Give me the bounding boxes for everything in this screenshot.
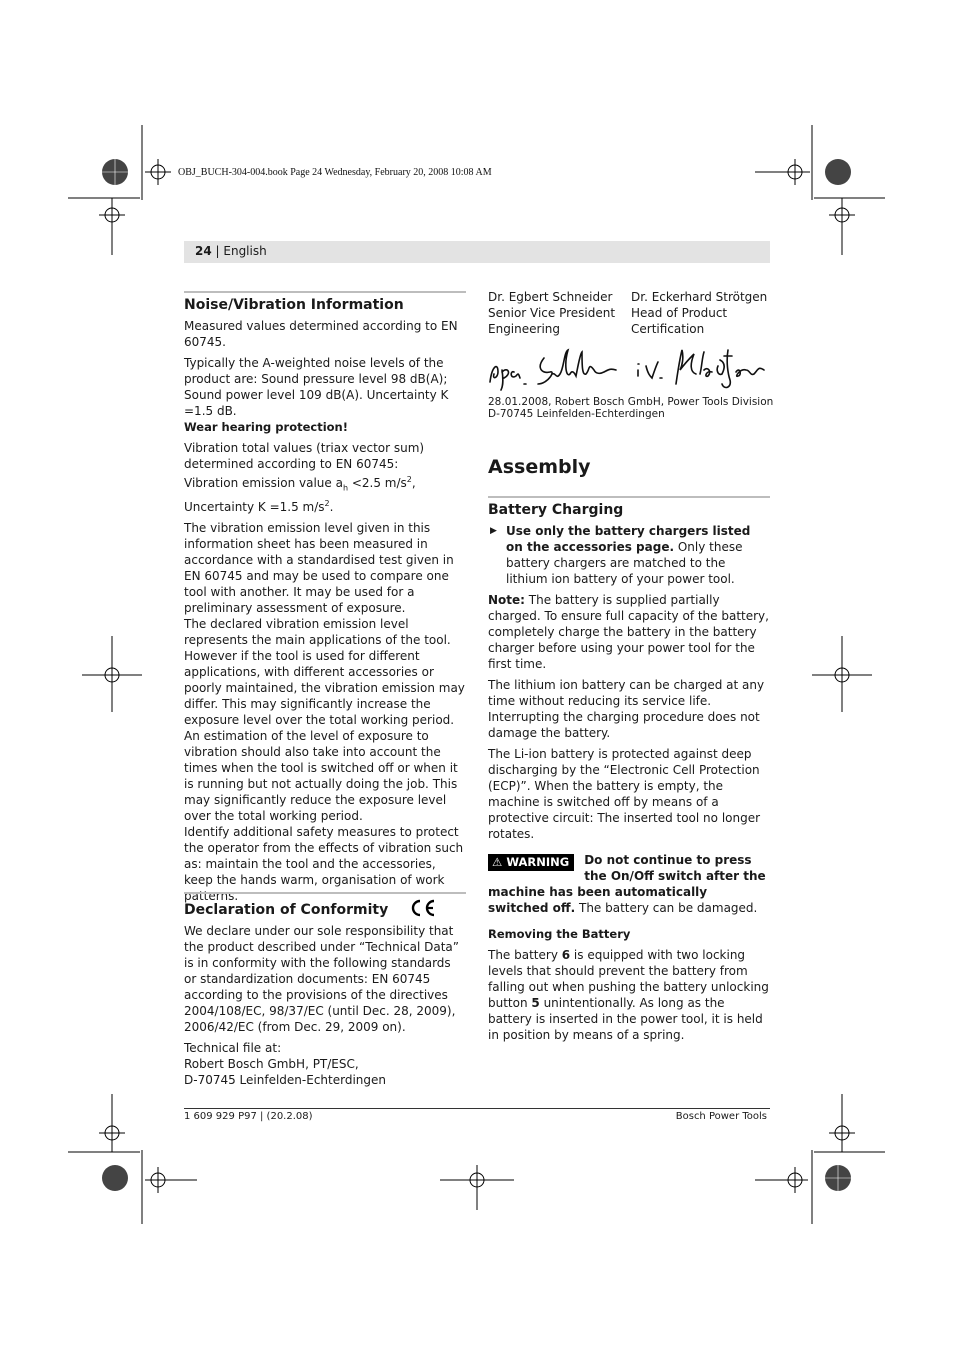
noise-paragraph-6: The declared vibration emission level represents the main applications of the tool. However if the tool is used for different applications, with different accessories or poorly maintained, the vibration emission may differ. This may significantly increase the exposure level over the total working period. [184, 617, 465, 728]
vib-text-b: <2.5 m/s [348, 476, 407, 490]
vibration-values [184, 472, 466, 515]
removing-text-3: unintentionally. As long as the battery is inserted in the power tool, it is held in position by means of a spring. [488, 996, 763, 1042]
signature-caption-line-1: 28.01.2008, Robert Bosch GmbH, Power Tools Division [488, 396, 774, 408]
vib-sup: 2 [406, 475, 412, 484]
noise-paragraph-2: Typically the A-weighted noise levels of the product are: Sound pressure level 98 dB(A); Sound power level 109 dB(A). Uncertainty K =1.5 dB. [184, 356, 449, 418]
header-separator: | [211, 244, 224, 258]
handwritten-signatures [486, 344, 776, 392]
signatory-2-title-1: Head of Product [631, 306, 728, 320]
conformity-paragraph: We declare under our sole responsibility that the product described under “Technical Data” is in conformity with the following standards or standardization documents: EN 60745 according to the provisions of the directives 2004/108/EC, 98/37/EC (until Dec. 28, 2009), 2006/42/EC (from Dec. 29, 2009 on). [184, 924, 459, 1034]
charger-bullet-text: Only these battery chargers are matched to the lithium ion battery of your power tool. [506, 540, 743, 586]
vib-sub: h [342, 483, 349, 493]
removing-text-2: is equipped with two locking levels that should prevent the battery from falling out when pushing the battery unlocking button [488, 948, 769, 1010]
removing-battery-paragraph [488, 947, 770, 1043]
signature-caption-line-2: D-70745 Leinfelden-Echterdingen [488, 408, 665, 420]
signatory-2-title-2: Certification [631, 322, 705, 336]
charger-bullet-bold: Use only the battery chargers listed on the accessories page. [506, 524, 751, 554]
bullet-triangle-icon: ▶ [490, 526, 497, 536]
footer-brand: Bosch Power Tools [675, 1111, 767, 1122]
removing-text-1: The battery [488, 948, 562, 962]
warning-badge [488, 854, 574, 871]
conformity-heading-row [184, 894, 466, 919]
noise-paragraph-7: An estimation of the level of exposure to vibration should also take into account the times when the tool is switched off or when it is running but not actually doing the job. This may significantly reduce the exposure level over the total working period. [184, 729, 458, 824]
noise-heading: Noise/Vibration Information [184, 297, 404, 313]
vib-sup-2: 2 [324, 499, 330, 509]
printer-info-line: OBJ_BUCH-304-004.book Page 24 Wednesday, February 20, 2008 10:08 AM [178, 167, 492, 178]
noise-paragraph-8: Identify additional safety measures to protect the operator from the effects of vibration such as: maintain the tool and the accessories, keep the hands warm, organisation of work patterns. [184, 825, 464, 904]
signatory-1-name: Dr. Egbert Schneider [488, 290, 613, 304]
signatory-1 [488, 289, 628, 337]
warning-text: The battery can be damaged. [575, 901, 758, 915]
warning-badge-label: WARNING [506, 855, 570, 869]
signatory-2 [631, 289, 773, 337]
hearing-warning: Wear hearing protection! [184, 420, 348, 434]
battery-paragraph-3: The Li-ion battery is protected against deep discharging by the “Electronic Cell Protection (ECP)”. When the battery is empty, the machine is switched off by means of a protective circuit: The inserted tool no longer rotates. [488, 747, 761, 841]
conformity-section [184, 892, 466, 1088]
right-column [488, 455, 770, 1048]
note-label: Note: [488, 593, 525, 607]
tech-file-label: Technical file at: [184, 1041, 282, 1055]
footer-rule [184, 1108, 770, 1109]
tech-file-line-2: D-70745 Leinfelden-Echterdingen [184, 1073, 386, 1087]
noise-paragraph-5: The vibration emission level given in this information sheet has been measured in accordance with a standardised test given in EN 60745 and may be used to compare one tool with another. It may be used for a preliminary assessment of exposure. [184, 521, 454, 616]
warning-triangle-icon: ⚠ [492, 855, 503, 869]
signature-caption [488, 396, 778, 420]
signatory-1-title-1: Senior Vice President [488, 306, 616, 320]
button-ref-5: 5 [531, 996, 540, 1010]
vib-text-d: . [329, 500, 334, 515]
vibration-paragraph: Vibration total values (triax vector sum) determined according to EN 60745: [184, 441, 425, 471]
removing-battery-heading: Removing the Battery [488, 927, 631, 941]
header-language: English [223, 244, 267, 258]
battery-paragraph-2: The lithium ion battery can be charged at any time without reducing its service life. Interrupting the charging procedure does not damage the battery. [488, 678, 765, 740]
warning-bold-text: Do not continue to press the On/Off switch after the machine has been automatically switched off. [488, 853, 766, 915]
assembly-heading: Assembly [488, 456, 591, 478]
conformity-heading: Declaration of Conformity [184, 902, 389, 918]
noise-paragraph-1: Measured values determined according to EN 60745. [184, 319, 458, 349]
tech-file-line-1: Robert Bosch GmbH, PT/ESC, [184, 1057, 359, 1071]
signatory-2-name: Dr. Eckerhard Strötgen [631, 290, 768, 304]
battery-ref-6: 6 [561, 948, 571, 962]
warning-block [488, 852, 770, 916]
note-text: The battery is supplied partially charged. To ensure full capacity of the battery, completely charge the battery in the battery charger before using your power tool for the first time. [488, 593, 769, 671]
battery-note [488, 592, 770, 672]
vib-text-c: , Uncertainty K =1.5 m/s [184, 476, 416, 515]
footer-doc-number: 1 609 929 P97 | (20.2.08) [184, 1111, 313, 1122]
vib-text-a: Vibration emission value a [184, 476, 343, 490]
signatory-1-title-2: Engineering [488, 322, 560, 336]
battery-charging-heading: Battery Charging [488, 502, 624, 518]
page-header-bar [184, 241, 770, 263]
ce-mark-icon [409, 898, 437, 918]
charger-bullet [488, 523, 770, 587]
page-number: 24 [195, 244, 212, 258]
left-column [184, 291, 466, 909]
